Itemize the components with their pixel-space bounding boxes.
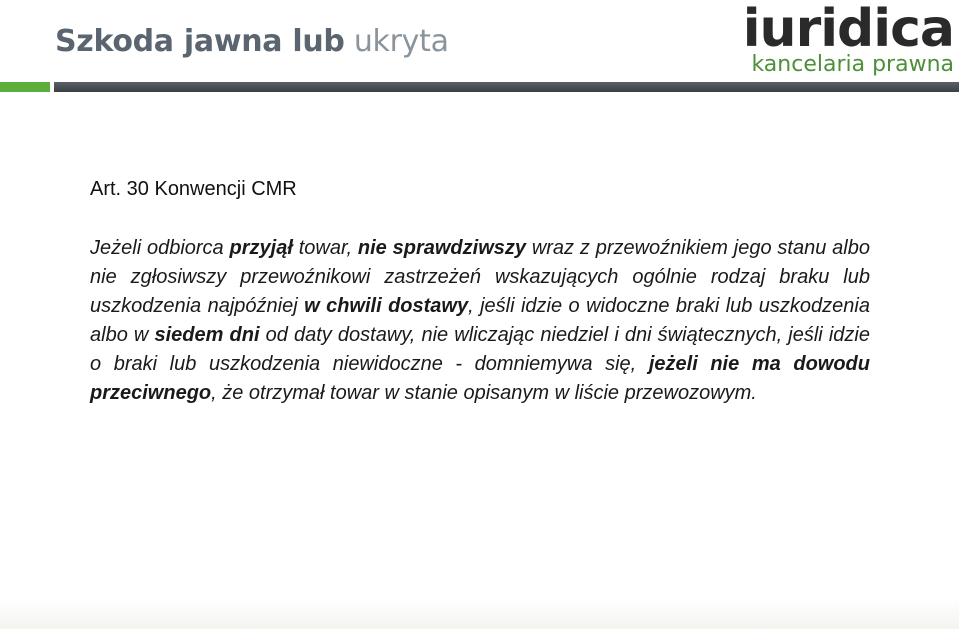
article-segment-bold: w chwili dostawy — [304, 295, 469, 317]
article-segment-bold: siedem dni — [154, 324, 260, 346]
logo-wordmark: iuridica — [742, 0, 954, 59]
article-heading: Art. 30 Konwencji CMR — [90, 178, 297, 200]
article-segment-bold: przyjął — [229, 237, 293, 259]
header-divider-bar — [54, 82, 959, 92]
company-logo — [738, 2, 954, 76]
article-segment: , że otrzymał towar w stanie opisanym w liście przewozowym. — [211, 382, 757, 404]
article-segment: od daty dostawy, nie wliczając niedziel i dni świątecznych, jeśli idzie o braki lub uszkodzenia niewidoczne - domniemywa się, — [90, 324, 870, 375]
article-segment-bold: nie sprawdziwszy — [357, 237, 526, 259]
article-segment: , jeśli idzie o widoczne braki lub uszkodzenia albo w — [90, 295, 870, 346]
article-segment: towar, — [292, 237, 358, 259]
slide-title-light: ukryta — [353, 24, 449, 59]
slide-title-bold: Szkoda jawna lub — [55, 24, 345, 59]
article-segment: wraz z przewoźnikiem jego stanu albo nie zgłosiwszy przewoźnikowi zastrzeżeń wskazujących ogólnie rodzaj braku lub uszkodzenia najpóźniej — [90, 237, 870, 317]
slide-floor-shadow — [0, 599, 959, 629]
slide-title — [55, 22, 449, 62]
article-segment-bold: jeżeli nie ma dowodu przeciwnego — [90, 353, 870, 404]
header-accent-bar — [0, 82, 50, 92]
article-segment: Jeżeli odbiorca — [90, 237, 230, 259]
article-body — [90, 234, 870, 408]
logo-tagline: kancelaria prawna — [751, 52, 954, 77]
